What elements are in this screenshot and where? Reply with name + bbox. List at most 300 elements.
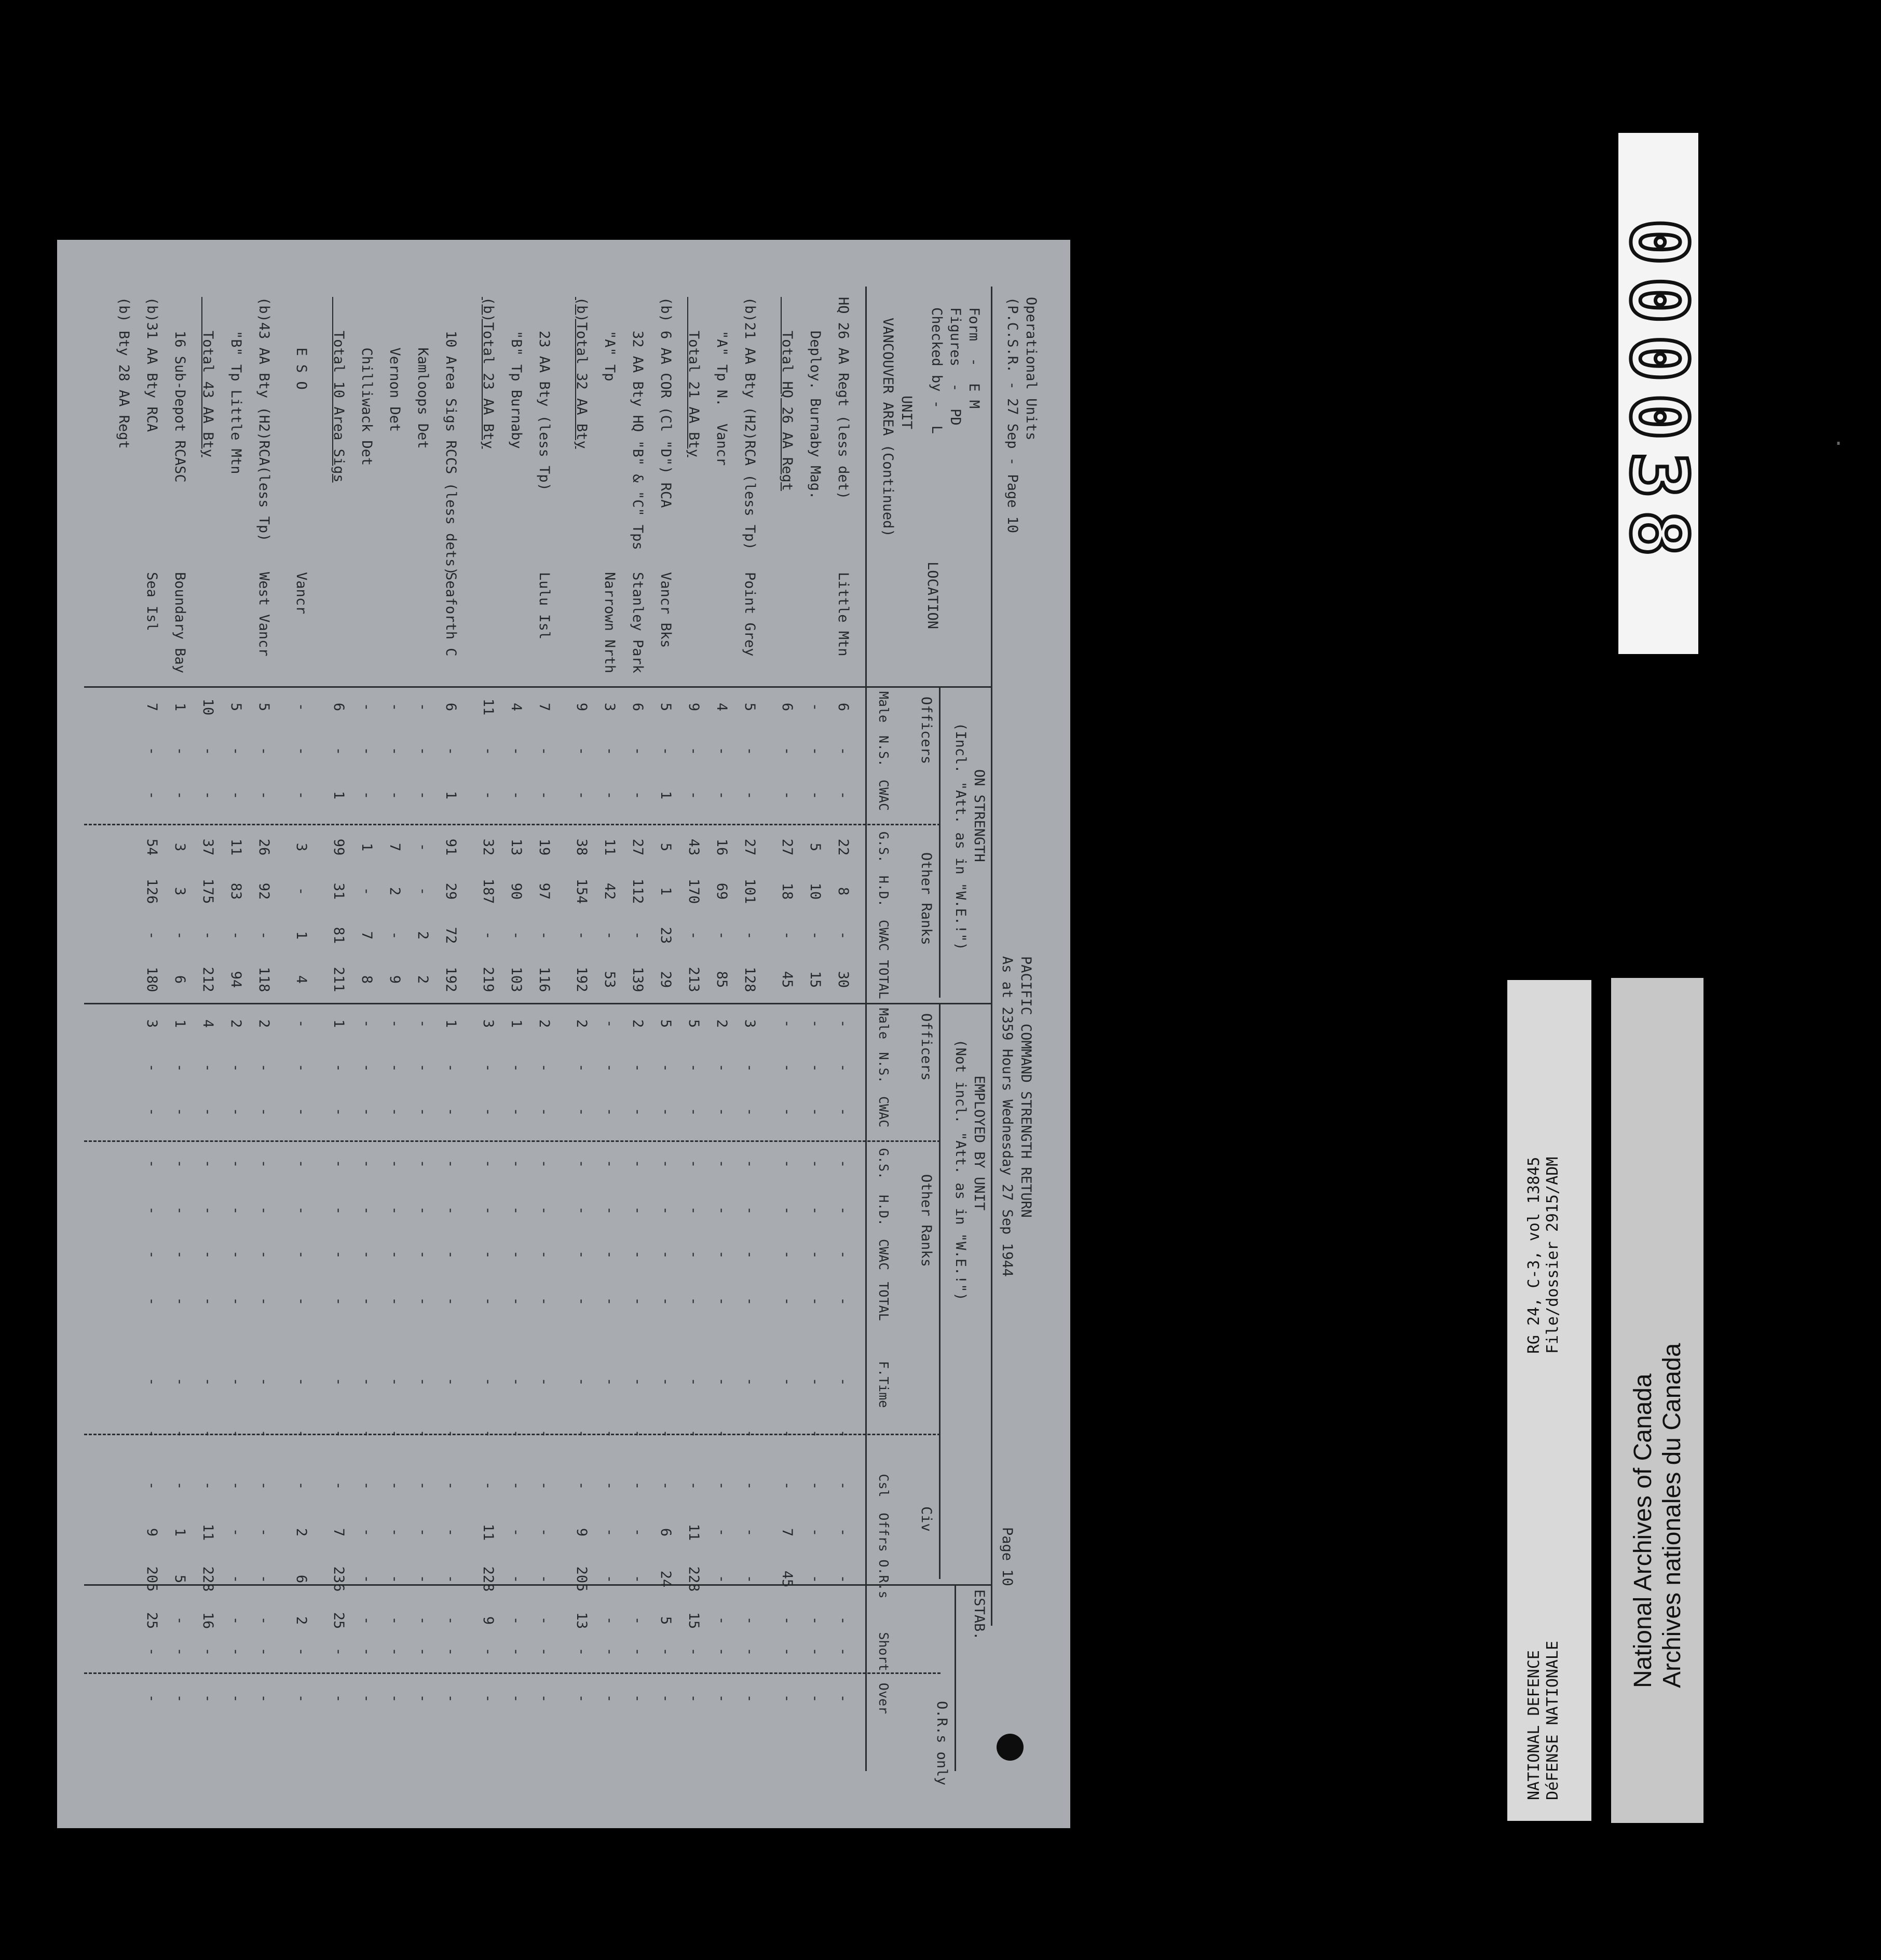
unit-name: 32 AA Bty HQ "B" & "C" Tps <box>630 297 646 550</box>
estab-cell: - <box>256 1574 272 1584</box>
estab-cell: - <box>387 1528 403 1537</box>
on-strength-cell: 13 <box>508 838 524 856</box>
employed-cell: 4 <box>200 1019 216 1028</box>
on-strength-cell: - <box>602 931 618 940</box>
estab-cell: - <box>574 1429 590 1438</box>
estab-cell: - <box>602 1616 618 1625</box>
on-strength-cell: 2 <box>415 975 431 984</box>
employed-cell: - <box>714 1063 730 1072</box>
estab-cell: 9 <box>144 1528 160 1537</box>
unit-name: (b)21 AA Bty (H2)RCA (less Tp) <box>742 297 758 550</box>
on-strength-cell: 154 <box>574 878 590 904</box>
estab-cell: - <box>742 1528 758 1537</box>
other-ranks-heading-em: Other Ranks <box>918 1174 934 1267</box>
strength-return-sheet <box>57 240 1070 1828</box>
on-strength-cell: - <box>714 791 730 800</box>
estab-cell: - <box>536 1481 552 1490</box>
on-strength-cell: 175 <box>200 878 216 904</box>
employed-cell: - <box>228 1159 244 1168</box>
unit-name: Chilliwack Det <box>359 297 375 466</box>
unit-name: HQ 26 AA Regt (less det) <box>835 297 851 500</box>
on-strength-cell: 116 <box>536 967 552 992</box>
estab-cell: - <box>293 1694 309 1703</box>
employed-cell: - <box>172 1159 188 1168</box>
on-strength-cell: 128 <box>742 967 758 992</box>
estab-cell: - <box>835 1647 851 1656</box>
employed-cell: 1 <box>508 1019 524 1028</box>
table-row <box>628 240 647 1745</box>
employed-sub: (Not incl. "Att. as in "W.E.!") <box>952 1039 969 1301</box>
employed-cell: - <box>807 1250 823 1259</box>
estab-cell: - <box>779 1429 795 1438</box>
employed-cell: - <box>630 1206 646 1215</box>
estab-cell: - <box>256 1647 272 1656</box>
column-rule <box>865 287 867 1771</box>
on-strength-cell: - <box>536 746 552 756</box>
employed-cell: - <box>508 1107 524 1117</box>
em-col-header: Male <box>876 1008 891 1040</box>
employed-cell: - <box>359 1159 375 1168</box>
on-strength-cell: 4 <box>508 702 524 712</box>
header-rule <box>991 287 992 1626</box>
estab-cell: - <box>359 1694 375 1703</box>
estab-cell: - <box>508 1647 524 1656</box>
estab-cell: - <box>630 1574 646 1584</box>
header-left-1: Operational Units <box>1023 297 1039 441</box>
estab-cell: 45 <box>779 1570 795 1588</box>
on-strength-cell: - <box>686 746 702 756</box>
location: Point Grey <box>742 572 758 657</box>
table-row <box>712 240 731 1745</box>
estab-cell: - <box>331 1481 347 1490</box>
on-strength-cell: - <box>359 746 375 756</box>
employed-cell: 1 <box>172 1019 188 1028</box>
employed-cell: - <box>835 1019 851 1028</box>
on-strength-cell: - <box>256 791 272 800</box>
on-strength-cell: 213 <box>686 967 702 992</box>
employed-cell: 3 <box>144 1019 160 1028</box>
employed-cell: - <box>256 1206 272 1215</box>
employed-cell: - <box>331 1250 347 1259</box>
estab-cell: - <box>835 1481 851 1490</box>
table-row <box>600 240 619 1745</box>
on-strength-cell: - <box>359 791 375 800</box>
estab-cell: - <box>256 1694 272 1703</box>
estab-cell: 11 <box>200 1523 216 1541</box>
estab-cell: - <box>574 1377 590 1386</box>
estab-cell: - <box>536 1377 552 1386</box>
on-strength-cell: - <box>359 702 375 712</box>
unit-name: "A" Tp <box>602 297 618 382</box>
estab-cell: - <box>331 1694 347 1703</box>
on-strength-cell: 6 <box>331 702 347 712</box>
unit-name: E S O <box>293 297 309 390</box>
estab-cell: - <box>714 1647 730 1656</box>
employed-cell: - <box>359 1297 375 1306</box>
employed-cell: - <box>686 1250 702 1259</box>
table-row <box>254 240 273 1745</box>
on-strength-cell: 18 <box>779 882 795 900</box>
other-ranks-heading-os: Other Ranks <box>918 852 934 945</box>
on-strength-cell: - <box>228 931 244 940</box>
employed-cell: - <box>480 1206 496 1215</box>
employed-cell: - <box>714 1206 730 1215</box>
employed-cell: - <box>415 1250 431 1259</box>
os-col-header: Male <box>876 691 891 723</box>
estab-cell: - <box>443 1694 459 1703</box>
estab-cell: 7 <box>779 1528 795 1537</box>
on-strength-cell: - <box>480 746 496 756</box>
on-strength-cell: 1 <box>293 931 309 940</box>
on-strength-cell: - <box>415 746 431 756</box>
estab-cell: - <box>387 1647 403 1656</box>
on-strength-cell: 7 <box>144 702 160 712</box>
on-strength-cell: - <box>835 931 851 940</box>
employed-cell: - <box>443 1063 459 1072</box>
employed-cell: - <box>415 1159 431 1168</box>
table-row <box>740 240 759 1745</box>
estab-cell: - <box>415 1429 431 1438</box>
on-strength-cell: - <box>293 746 309 756</box>
employed-cell: - <box>807 1159 823 1168</box>
employed-cell: - <box>630 1297 646 1306</box>
on-strength-cell: - <box>508 791 524 800</box>
employed-cell: - <box>144 1063 160 1072</box>
frame-number: 000038 <box>1613 219 1703 568</box>
on-strength-cell: - <box>686 791 702 800</box>
employed-cell: - <box>574 1159 590 1168</box>
estab-cell: - <box>602 1481 618 1490</box>
estab-cell: - <box>443 1528 459 1537</box>
estab-cell: 205 <box>144 1566 160 1592</box>
employed-cell: - <box>200 1063 216 1072</box>
estab-cell: - <box>508 1616 524 1625</box>
on-strength-cell: 1 <box>443 791 459 800</box>
employed-cell: - <box>144 1107 160 1117</box>
employed-cell: - <box>387 1063 403 1072</box>
ref-line-3: RG 24, C-3, vol 13845 <box>1525 1156 1543 1354</box>
on-strength-cell: - <box>415 791 431 800</box>
estab-cell: - <box>172 1647 188 1656</box>
estab-cell: - <box>443 1429 459 1438</box>
estab-cell: - <box>228 1574 244 1584</box>
officers-heading-em: Officers <box>918 1013 934 1081</box>
on-strength-cell: 2 <box>415 931 431 940</box>
em-col-header: CWAC <box>876 1238 891 1271</box>
estab-cell: - <box>144 1429 160 1438</box>
on-strength-cell: 9 <box>387 975 403 984</box>
estab-cell: - <box>480 1377 496 1386</box>
employed-cell: - <box>742 1297 758 1306</box>
estab-cell: 236 <box>331 1566 347 1592</box>
em-col-header: G.S. <box>876 1148 891 1180</box>
on-strength-cell: 8 <box>835 887 851 896</box>
unit-name: (b)31 AA Bty RCA <box>144 297 160 432</box>
estab-cell: - <box>835 1574 851 1584</box>
estab-col-header: Csl <box>876 1474 891 1498</box>
employed-cell: - <box>293 1250 309 1259</box>
on-strength-cell: - <box>172 791 188 800</box>
on-strength-cell: 212 <box>200 967 216 992</box>
employed-cell: - <box>574 1297 590 1306</box>
unit-name: (b) 6 AA COR (Cl "D") RCA <box>658 297 674 508</box>
on-strength-cell: 139 <box>630 967 646 992</box>
on-strength-cell: 9 <box>686 702 702 712</box>
employed-cell: - <box>807 1107 823 1117</box>
estab-cell: - <box>658 1481 674 1490</box>
on-strength-cell: - <box>256 931 272 940</box>
employed-cell: - <box>714 1250 730 1259</box>
ors-only-heading: O.R.s only <box>934 1701 950 1786</box>
on-strength-cell: 5 <box>807 842 823 852</box>
employed-cell: - <box>415 1107 431 1117</box>
em-sub-rule <box>939 1003 940 1579</box>
estab-cell: - <box>742 1377 758 1386</box>
employed-cell: - <box>835 1107 851 1117</box>
employed-cell: - <box>742 1206 758 1215</box>
employed-cell: - <box>359 1063 375 1072</box>
estab-cell: - <box>200 1647 216 1656</box>
employed-cell: - <box>387 1250 403 1259</box>
estab-cell: - <box>536 1429 552 1438</box>
employed-cell: - <box>256 1107 272 1117</box>
estab-cell: - <box>256 1528 272 1537</box>
employed-cell: - <box>658 1159 674 1168</box>
employed-cell: - <box>331 1063 347 1072</box>
unit-name: 10 Area Sigs RCCS (less dets) <box>443 297 459 576</box>
estab-cell: - <box>172 1694 188 1703</box>
on-strength-cell: - <box>807 791 823 800</box>
location: West Vancr <box>256 572 272 657</box>
employed-cell: - <box>172 1297 188 1306</box>
on-strength-cell: 27 <box>630 838 646 856</box>
unit-name: Total 43 AA Bty <box>200 297 216 457</box>
on-strength-cell: - <box>256 746 272 756</box>
estab-sub-rule <box>955 1584 956 1771</box>
on-strength-cell: - <box>602 791 618 800</box>
employed-cell: - <box>742 1063 758 1072</box>
on-strength-cell: - <box>742 791 758 800</box>
estab-cell: 15 <box>686 1612 702 1629</box>
unit-name: (b)43 AA Bty (H2)RCA(less Tp) <box>256 297 272 542</box>
employed-cell: - <box>602 1107 618 1117</box>
employed-cell: - <box>172 1107 188 1117</box>
employed-cell: 2 <box>714 1019 730 1028</box>
estab-cell: - <box>686 1694 702 1703</box>
unit-name: 16 Sub-Depot RCASC <box>172 297 188 483</box>
employed-cell: - <box>742 1159 758 1168</box>
employed-cell: - <box>387 1159 403 1168</box>
estab-cell: 2 <box>293 1616 309 1625</box>
on-strength-cell: - <box>574 746 590 756</box>
archives-line-2: Archives nationales du Canada <box>1658 1343 1686 1688</box>
estab-cell: - <box>415 1528 431 1537</box>
on-strength-cell: - <box>144 931 160 940</box>
estab-cell: - <box>536 1528 552 1537</box>
estab-cell: - <box>359 1616 375 1625</box>
employed-cell: - <box>536 1159 552 1168</box>
employed-cell: - <box>536 1206 552 1215</box>
on-strength-cell: 53 <box>602 971 618 988</box>
employed-cell: - <box>480 1107 496 1117</box>
employed-cell: 5 <box>686 1019 702 1028</box>
employed-cell: - <box>331 1159 347 1168</box>
estab-cell: - <box>602 1647 618 1656</box>
on-strength-cell: - <box>536 791 552 800</box>
on-strength-cell: 11 <box>480 698 496 716</box>
on-strength-cell: 26 <box>256 838 272 856</box>
estab-cell: - <box>536 1647 552 1656</box>
employed-cell: - <box>630 1107 646 1117</box>
unit-heading: UNIT <box>898 396 915 430</box>
employed-cell: - <box>536 1250 552 1259</box>
estab-cell: - <box>742 1481 758 1490</box>
estab-cell: - <box>807 1616 823 1625</box>
on-strength-cell: 192 <box>443 967 459 992</box>
estab-cell: 205 <box>574 1566 590 1592</box>
employed-cell: - <box>359 1206 375 1215</box>
on-strength-cell: 5 <box>742 702 758 712</box>
estab-cell: - <box>256 1616 272 1625</box>
estab-cell: - <box>228 1377 244 1386</box>
employed-cell: - <box>602 1019 618 1028</box>
table-row <box>572 240 591 1745</box>
unit-name: Total 21 AA Bty <box>686 297 702 457</box>
table-row <box>535 240 553 1745</box>
estab-cell: - <box>536 1694 552 1703</box>
table-row <box>479 240 497 1745</box>
estab-cell: 16 <box>200 1612 216 1629</box>
employed-cell: - <box>508 1206 524 1215</box>
estab-cell: - <box>658 1429 674 1438</box>
estab-cell: - <box>686 1647 702 1656</box>
estab-cell: - <box>228 1694 244 1703</box>
estab-cell: - <box>293 1429 309 1438</box>
archives-strip <box>1611 978 1703 1823</box>
ref-line-4: File/dossier 2915/ADM <box>1544 1156 1562 1354</box>
on-strength-cell: 1 <box>658 791 674 800</box>
location: Narrown Nrth <box>602 572 618 674</box>
page-subtitle: As at 2359 Hours Wednesday 27 Sep 1944 <box>999 956 1015 1277</box>
on-strength-cell: 16 <box>714 838 730 856</box>
on-strength-cell: 10 <box>200 698 216 716</box>
estab-cell: 1 <box>172 1528 188 1537</box>
estab-col-header: Offrs <box>876 1513 891 1552</box>
on-strength-cell: 1 <box>331 791 347 800</box>
on-strength-cell: - <box>807 746 823 756</box>
em-col-header: TOTAL <box>876 1282 891 1321</box>
on-strength-cell: 43 <box>686 838 702 856</box>
officers-heading-os: Officers <box>918 697 934 765</box>
location: Lulu Isl <box>536 572 552 640</box>
unit-name: Total HQ 26 AA Regt <box>779 297 795 491</box>
employed-heading: EMPLOYED BY UNIT <box>971 1076 987 1211</box>
estab-cell: - <box>443 1574 459 1584</box>
on-strength-cell: - <box>415 702 431 712</box>
estab-cell: - <box>480 1694 496 1703</box>
estab-cell: 9 <box>480 1616 496 1625</box>
estab-cell: - <box>779 1481 795 1490</box>
on-strength-cell: - <box>359 887 375 896</box>
employed-cell: - <box>387 1107 403 1117</box>
estab-col-header: Short <box>876 1632 891 1671</box>
on-strength-cell: - <box>807 931 823 940</box>
estab-col-header: Over <box>876 1682 891 1714</box>
on-strength-cell: 170 <box>686 878 702 904</box>
on-strength-cell: - <box>415 887 431 896</box>
employed-cell: - <box>443 1159 459 1168</box>
employed-cell: - <box>387 1297 403 1306</box>
employed-cell: - <box>415 1297 431 1306</box>
on-strength-cell: - <box>293 887 309 896</box>
employed-cell: - <box>574 1107 590 1117</box>
on-strength-cell: - <box>387 931 403 940</box>
estab-cell: - <box>443 1481 459 1490</box>
on-strength-cell: 32 <box>480 838 496 856</box>
estab-cell: - <box>835 1616 851 1625</box>
header-left-2: (P.C.S.R. - 27 Sep - Page 10 <box>1004 297 1020 534</box>
estab-cell: - <box>359 1647 375 1656</box>
on-strength-cell: - <box>144 791 160 800</box>
estab-cell: - <box>714 1528 730 1537</box>
employed-cell: - <box>779 1206 795 1215</box>
employed-cell: - <box>779 1107 795 1117</box>
estab-cell: - <box>359 1574 375 1584</box>
on-strength-cell: - <box>658 746 674 756</box>
on-strength-cell: 37 <box>200 838 216 856</box>
unit-name: Deploy. Burnaby Mag. <box>807 297 823 500</box>
os-col-header: G.S. <box>876 831 891 863</box>
table-row <box>684 240 703 1745</box>
on-strength-cell: 92 <box>256 882 272 900</box>
on-strength-cell: 6 <box>835 702 851 712</box>
on-strength-cell: 29 <box>443 882 459 900</box>
estab-cell: 6 <box>293 1574 309 1584</box>
employed-cell: - <box>415 1019 431 1028</box>
on-strength-cell: 11 <box>228 838 244 856</box>
page-number: Page 10 <box>999 1527 1015 1586</box>
employed-cell: - <box>714 1107 730 1117</box>
estab-cell: - <box>536 1574 552 1584</box>
estab-cell: - <box>835 1694 851 1703</box>
employed-cell: - <box>807 1297 823 1306</box>
on-strength-cell: 38 <box>574 838 590 856</box>
estab-cell: - <box>602 1377 618 1386</box>
employed-cell: 2 <box>536 1019 552 1028</box>
estab-cell: - <box>602 1574 618 1584</box>
employed-cell: - <box>172 1250 188 1259</box>
estab-cell: - <box>714 1377 730 1386</box>
on-strength-cell: - <box>387 746 403 756</box>
employed-cell: - <box>443 1297 459 1306</box>
on-strength-cell: - <box>172 931 188 940</box>
employed-cell: - <box>172 1206 188 1215</box>
table-row <box>142 240 161 1745</box>
employed-cell: - <box>331 1206 347 1215</box>
on-strength-cell: - <box>480 931 496 940</box>
table-row <box>778 240 796 1745</box>
employed-cell: - <box>508 1250 524 1259</box>
estab-cell: - <box>779 1647 795 1656</box>
on-strength-cell: 27 <box>742 838 758 856</box>
on-strength-cell: - <box>508 931 524 940</box>
os-col-header: CWAC <box>876 779 891 811</box>
estab-cell: - <box>172 1377 188 1386</box>
table-row <box>834 240 852 1745</box>
employed-cell: - <box>228 1063 244 1072</box>
os-col-header: CWAC <box>876 919 891 951</box>
estab-cell: 25 <box>331 1612 347 1629</box>
